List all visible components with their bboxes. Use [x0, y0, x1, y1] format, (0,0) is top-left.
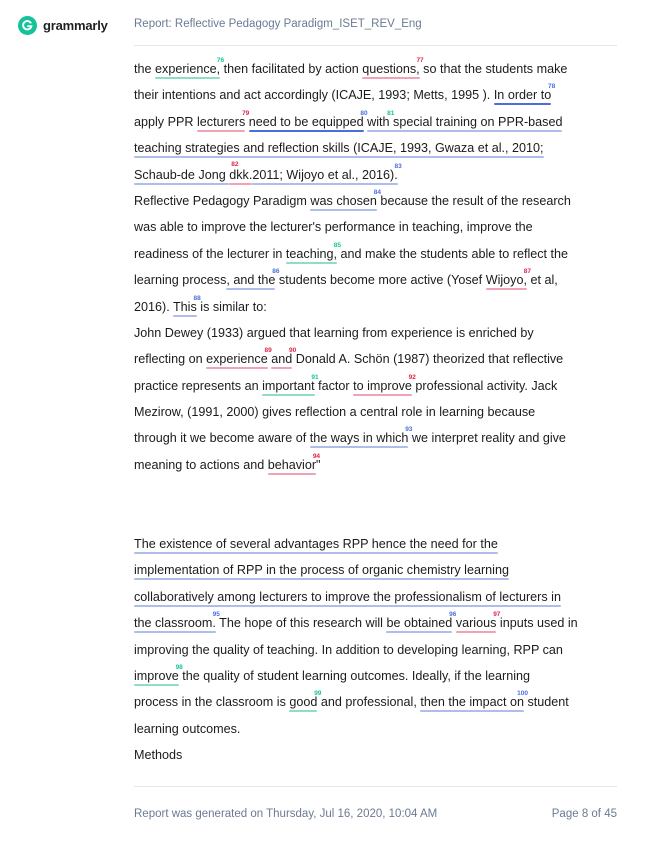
text-line [134, 452, 616, 478]
suggestion-number: 94 [312, 452, 321, 460]
text-segment: student [523, 695, 569, 710]
report-title: Report: Reflective Pedagogy Paradigm_ISET_REV_Eng [134, 18, 422, 30]
suggestion-correctness[interactable]: questions, 77 [362, 57, 424, 76]
suggestion-correctness[interactable]: and 90 [271, 347, 297, 367]
suggestion-correctness[interactable]: to improve 92 [353, 373, 416, 393]
suggestion-number: 76 [216, 57, 225, 64]
suggestion-correctness[interactable]: dkk. 82 [229, 160, 253, 182]
text-line [134, 663, 616, 689]
text-segment: factor [314, 378, 354, 393]
text-line [134, 241, 616, 267]
text-segment: Mezirow, (1991, 2000) gives reflection a central role in learning because [134, 405, 536, 420]
suggestion-clarity[interactable]: the classroom. 95 [134, 611, 220, 631]
text-line [134, 188, 616, 214]
text-line [134, 135, 616, 161]
suggestion-number: 82 [231, 160, 239, 168]
text-line [134, 82, 616, 108]
suggestion-clarity[interactable]: the ways in which 93 [309, 426, 413, 446]
suggestion-number: 89 [264, 347, 272, 355]
suggestion-number: 99 [314, 690, 322, 698]
suggestion-number: 78 [547, 83, 556, 91]
text-segment: Methods [134, 748, 183, 763]
text-segment: meaning to actions and [134, 457, 268, 472]
suggestion-clarity[interactable]: In order to 78 [493, 83, 556, 103]
text-segment: and make the students able to reflect the [337, 246, 569, 261]
text-segment: The hope of this research will [215, 616, 387, 631]
text-segment: learning process [134, 273, 227, 288]
text-segment: then facilitated by action [220, 62, 363, 76]
text-segment: their intentions and act accordingly (ICAJE, 1993; Metts, 1995 ). [134, 88, 494, 103]
suggestion-clarity[interactable]: with special training on PPR-based 81 [367, 109, 563, 129]
suggestion-number: 93 [405, 426, 413, 434]
text-segment: the quality of student learning outcomes. Ideally, if the learning [178, 668, 531, 683]
suggestion-clarity[interactable]: implementation of RPP in the process of organic chemistry learning [134, 563, 509, 578]
text-segment: process in the classroom is [134, 695, 290, 710]
suggestion-number: 84 [373, 188, 381, 196]
suggestion-correctness[interactable]: various 97 [455, 611, 501, 631]
text-line [134, 56, 616, 82]
text-line [134, 109, 616, 135]
text-line [134, 584, 616, 610]
header-divider [134, 45, 617, 46]
report-header [0, 0, 650, 46]
text-line [134, 610, 616, 636]
text-segment: Reflective Pedagogy Paradigm [134, 193, 311, 208]
suggestion-number: 90 [289, 347, 297, 355]
text-line [134, 320, 616, 346]
text-segment: we interpret reality and give [408, 431, 566, 446]
text-segment: professional activity. Jack [411, 378, 558, 393]
text-segment: because the result of the research [376, 193, 571, 208]
text-segment: and professional, [317, 695, 421, 710]
text-line [134, 531, 616, 557]
grammarly-logo [18, 14, 108, 36]
text-segment: was able to improve the lecturer's performance in teaching, improve the [134, 220, 533, 235]
suggestion-number: 79 [242, 109, 250, 117]
paragraph-spacer [134, 505, 616, 531]
text-segment: John Dewey (1933) argued that learning from experience is enriched by [134, 325, 534, 340]
suggestion-number: 81 [387, 109, 395, 117]
suggestion-number: 87 [523, 268, 531, 276]
text-segment: apply PPR [134, 114, 197, 129]
suggestion-clarity[interactable]: need to be equipped 80 [248, 109, 368, 129]
suggestion-number: 86 [272, 268, 280, 276]
text-line [134, 373, 616, 399]
text-segment: " [316, 457, 321, 472]
suggestion-clarity[interactable]: teaching strategies and reflection skills (ICAJE, 1993, Gwaza et al., 2010; [134, 141, 544, 156]
text-line [134, 294, 616, 320]
suggestion-number: 77 [416, 57, 424, 64]
text-segment: is similar to: [196, 299, 267, 314]
grammarly-g-icon [18, 16, 37, 35]
suggestion-engagement[interactable]: important 91 [262, 373, 319, 393]
suggestion-number: 96 [449, 611, 457, 619]
text-line [134, 689, 616, 715]
text-line [134, 162, 616, 188]
text-line [134, 267, 616, 293]
text-segment: practice represents an [134, 378, 263, 393]
suggestion-clarity[interactable]: then the impact on 100 [420, 690, 528, 710]
footer-divider [134, 786, 617, 787]
suggestion-number: 100 [517, 690, 528, 698]
text-segment: improving the quality of teaching. In addition to developing learning, RPP can [134, 642, 563, 657]
suggestion-correctness[interactable]: experience 89 [206, 347, 272, 367]
text-segment: through it we become aware of [134, 431, 310, 446]
suggestion-number: 95 [212, 611, 220, 619]
suggestion-correctness[interactable]: Wijoyo, 87 [485, 268, 531, 288]
suggestion-engagement[interactable]: teaching, 85 [285, 241, 342, 261]
suggestion-number: 83 [394, 162, 402, 170]
text-segment: so that the students make [419, 62, 568, 76]
suggestion-clarity[interactable]: collaboratively among lecturers to improve the professionalism of lecturers in [134, 589, 561, 604]
text-line [134, 399, 616, 425]
text-line [134, 214, 616, 240]
text-line [134, 557, 616, 583]
suggestion-clarity[interactable]: be obtained 96 [386, 611, 457, 631]
suggestion-engagement[interactable]: improve 98 [134, 663, 183, 683]
suggestion-clarity[interactable]: Schaub-de Jong [134, 167, 230, 182]
report-generated-date: Report was generated on Thursday, Jul 16, 2020, 10:04 AM [134, 808, 438, 820]
text-segment: 2016). [134, 299, 173, 314]
suggestion-number: 98 [175, 663, 183, 671]
suggestion-clarity[interactable]: , and the 86 [226, 268, 280, 288]
brand-name: grammarly [43, 17, 108, 33]
suggestion-engagement[interactable]: good 99 [289, 690, 322, 710]
text-segment: et al, [526, 273, 558, 288]
suggestion-number: 85 [333, 241, 342, 249]
suggestion-correctness[interactable]: lecturers 79 [197, 109, 250, 129]
text-segment: readiness of the lecturer in [134, 246, 286, 261]
text-line [134, 346, 616, 372]
document-body [134, 56, 616, 769]
text-segment: Donald A. Schön (1987) theorized that reflective [292, 352, 564, 367]
suggestion-number: 97 [493, 611, 501, 619]
suggestion-number: 80 [360, 109, 368, 117]
suggestion-number: 88 [193, 294, 201, 302]
text-segment: the [134, 62, 156, 76]
suggestion-engagement[interactable]: experience, 76 [155, 57, 225, 76]
suggestion-clarity[interactable]: 2011; Wijoyo et al., 2016). 83 [252, 162, 402, 182]
suggestion-number: 91 [311, 373, 319, 381]
suggestion-correctness[interactable]: behavior 94 [267, 452, 321, 472]
paragraph-spacer [134, 478, 616, 504]
section-heading [134, 742, 616, 768]
text-line [134, 425, 616, 451]
text-segment: inputs used in [496, 616, 578, 631]
text-segment: students become more active (Yosef [275, 273, 486, 288]
text-line [134, 716, 616, 742]
text-line [134, 637, 616, 663]
text-segment: reflecting on [134, 352, 207, 367]
suggestion-clarity[interactable]: The existence of several advantages RPP hence the need for the [134, 537, 498, 552]
page-number: Page 8 of 45 [551, 808, 617, 820]
suggestion-clarity[interactable]: was chosen 84 [310, 188, 381, 208]
suggestion-number: 92 [408, 373, 416, 381]
text-segment: learning outcomes. [134, 721, 241, 736]
suggestion-clarity[interactable]: This 88 [172, 294, 201, 314]
